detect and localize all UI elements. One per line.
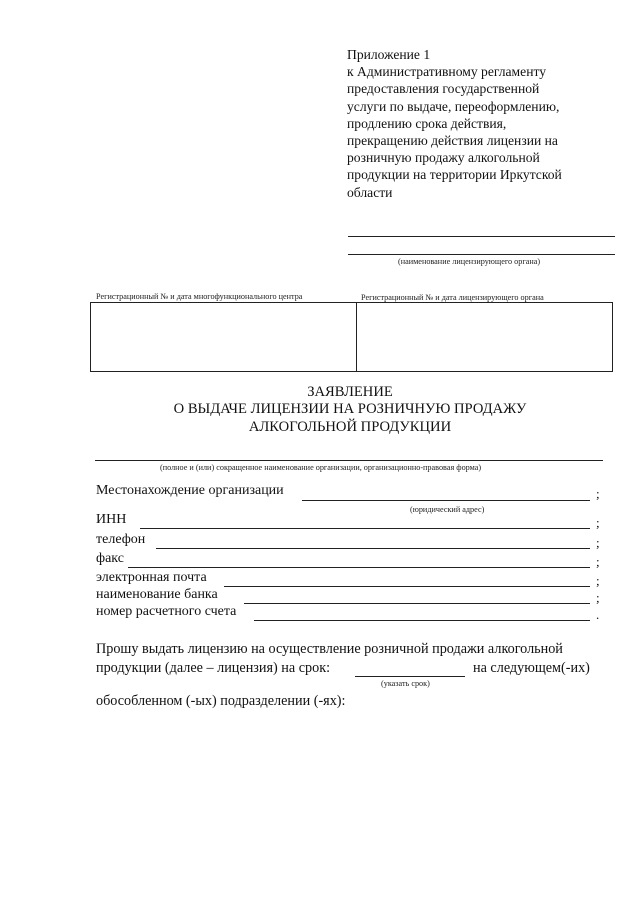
mfc-registration-cell[interactable]	[91, 303, 356, 371]
appendix-line: предоставления государственной	[347, 81, 540, 97]
location-caption: (юридический адрес)	[410, 505, 485, 514]
registration-box	[90, 302, 613, 372]
authority-line-2[interactable]	[348, 254, 615, 255]
bank-label: наименование банка	[96, 587, 218, 602]
appendix-line: продлению срока действия,	[347, 115, 507, 131]
request-line-2-start: продукции (далее – лицензия) на срок:	[96, 660, 331, 676]
appendix-line: розничную продажу алкогольной	[347, 150, 540, 166]
account-end: .	[596, 607, 600, 622]
title-line-3: АЛКОГОЛЬНОЙ ПРОДУКЦИИ	[248, 418, 452, 435]
email-line[interactable]	[224, 586, 590, 587]
appendix-line: к Административному регламенту	[347, 64, 547, 80]
request-line-1: Прошу выдать лицензию на осуществление розничной продажи алкогольной	[96, 641, 563, 657]
request-line-2-end: на следующем(-их)	[473, 660, 590, 676]
authority-registration-label: Регистрационный № и дата лицензирующего органа	[361, 293, 544, 302]
fax-label: факс	[96, 551, 124, 566]
location-label: Местонахождение организации	[96, 483, 284, 498]
form-title	[100, 384, 600, 436]
bank-end: ;	[596, 590, 600, 605]
appendix-line: продукции на территории Иркутской	[347, 167, 562, 183]
inn-line[interactable]	[140, 528, 590, 529]
phone-line[interactable]	[156, 548, 590, 549]
term-caption: (указать срок)	[381, 679, 430, 688]
org-name-line[interactable]	[95, 460, 603, 461]
location-end: ;	[596, 486, 600, 501]
fax-line[interactable]	[128, 567, 590, 568]
authority-caption: (наименование лицензирующего органа)	[398, 257, 541, 266]
inn-label: ИНН	[96, 512, 127, 527]
appendix-line: прекращению действия лицензии на	[347, 133, 558, 149]
title-line-2: О ВЫДАЧЕ ЛИЦЕНЗИИ НА РОЗНИЧНУЮ ПРОДАЖУ	[173, 401, 527, 418]
appendix-line: области	[347, 184, 393, 200]
authority-registration-cell[interactable]	[357, 303, 612, 371]
appendix-line: услуги по выдаче, переоформлению,	[347, 98, 560, 114]
authority-line-1[interactable]	[348, 236, 615, 237]
email-label: электронная почта	[96, 570, 207, 585]
email-end: ;	[596, 573, 600, 588]
account-line[interactable]	[254, 620, 590, 621]
title-line-1: ЗАЯВЛЕНИЕ	[307, 384, 393, 400]
inn-end: ;	[596, 515, 600, 530]
phone-label: телефон	[96, 532, 146, 547]
location-line[interactable]	[302, 500, 590, 501]
request-line-3: обособленном (-ых) подразделении (-ях):	[96, 693, 346, 709]
org-name-caption: (полное и (или) сокращенное наименование организации, организационно-правовая форма)	[160, 463, 482, 472]
phone-end: ;	[596, 535, 600, 550]
account-label: номер расчетного счета	[96, 604, 237, 619]
term-line[interactable]	[355, 676, 465, 677]
bank-line[interactable]	[244, 603, 590, 604]
appendix-line: Приложение 1	[347, 47, 431, 62]
mfc-registration-label: Регистрационный № и дата многофункционального центра	[96, 292, 303, 301]
fax-end: ;	[596, 554, 600, 569]
appendix-block	[347, 46, 627, 201]
